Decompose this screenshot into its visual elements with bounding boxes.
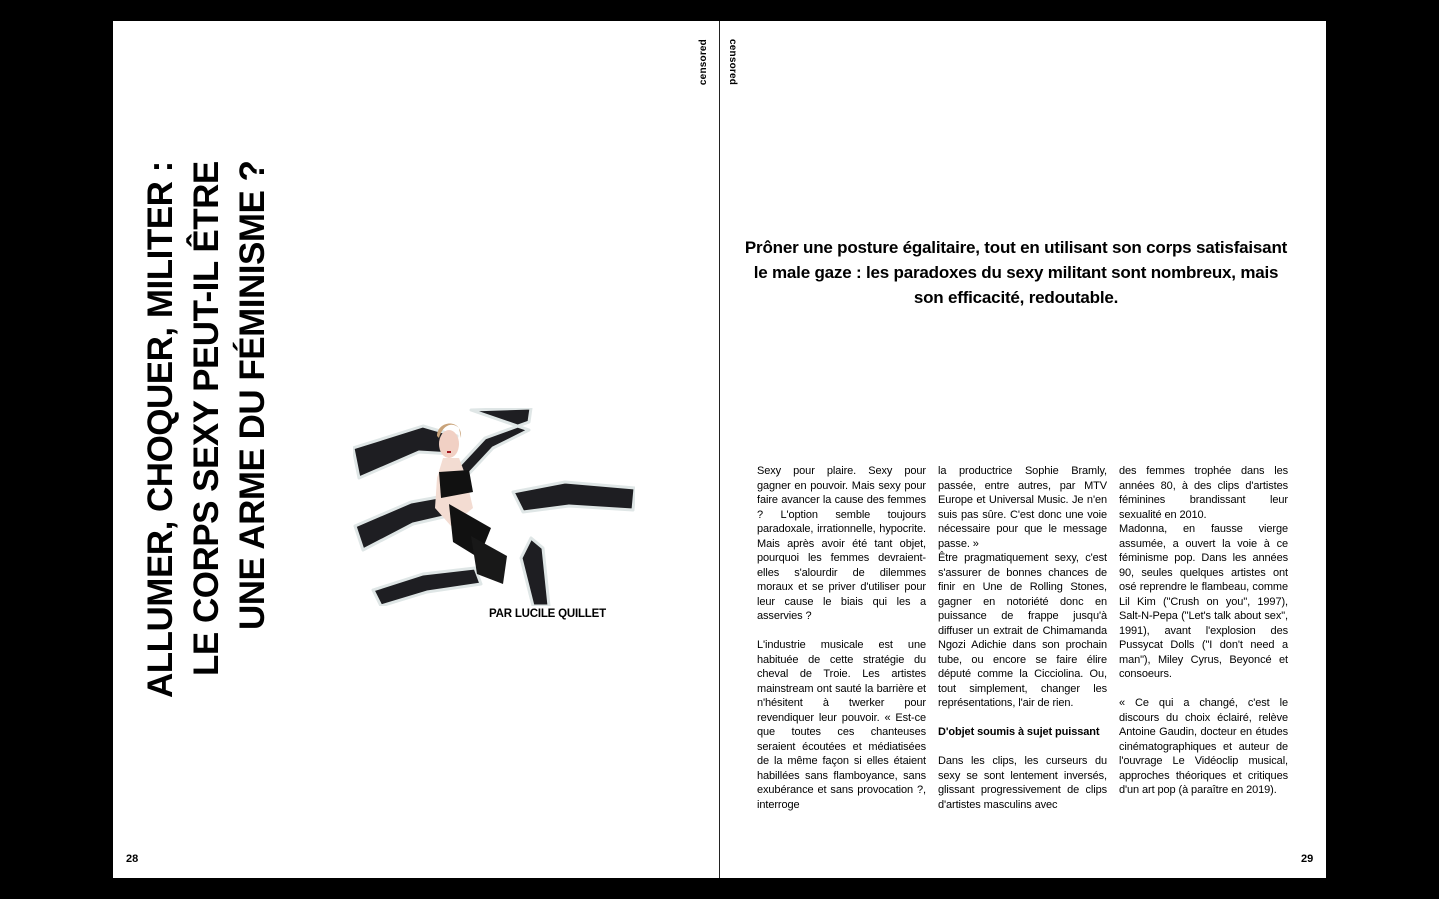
body-column-2 [938,464,1107,812]
paragraph: Dans les clips, les curseurs du sexy se sont lentement inversés, glissant progressivement de clips d'artistes masculins avec [938,755,1107,811]
paragraph: la productrice Sophie Bramly, passée, entre autres, par MTV Europe et Universal Music. Je n'en suis pas sûre. C'est donc une voie nécessaire pour que le message passe. » [938,465,1107,550]
article-lede: Prôner une posture égalitaire, tout en utilisant son corps satisfaisant le male gaze : les paradoxes du sexy militant sont nombreux, mais son efficacité, redoutable. [744,238,1288,307]
headline-line: LE CORPS SEXY PEUT-IL ÊTRE [187,161,226,676]
paragraph: « Ce qui a changé, c'est le discours du choix éclairé, relève Antoine Gaudin, docteur en études cinématographiques et auteur de l'ouvrage Le Vidéoclip musical, approches théoriques et critiques d'un art pop (à paraître en 2019). [1119,697,1288,796]
paragraph: Sexy pour plaire. Sexy pour gagner en pouvoir. Mais sexy pour faire avancer la cause des femmes ? L'option semble toujours paradoxale, irrationnelle, hypocrite. Mais après avoir été tant objet, pourquoi les femmes devraient-elles s'alourdir de dilemmes moraux et se priver d'utiliser pour leur cause le biais qui les a asservies ? [757,465,926,622]
magazine-spread [113,21,1326,878]
paragraph: Madonna, en fausse vierge assumée, a ouvert la voie à ce féminisme pop. Dans les années 90, seules quelques artistes ont osé reprendre le flambeau, comme Lil Kim ("Crush on you", 1997), Salt-N-Pepa ("Let's talk about sex", 1991), avant l'explosion des Pussycat Dolls ("I don't need a man"), Miley Cyrus, Beyoncé et consoeurs. [1119,523,1288,680]
article-photo [353,408,635,606]
article-headline [138,161,298,751]
subheading: D'objet soumis à sujet puissant [938,726,1100,738]
body-column-1 [757,464,926,812]
body-column-3 [1119,464,1288,798]
headline-line: ALLUMER, CHOQUER, MILITER : [141,161,180,698]
page-number-left: 28 [126,853,139,865]
headline-line: UNE ARME DU FÉMINISME ? [233,161,272,631]
paragraph: des femmes trophée dans les années 80, à des clips d'artistes féminines brandissant leur sexualité en 2010. [1119,465,1288,521]
section-label-left: censored [698,39,709,86]
spine-divider [719,21,720,878]
section-label-right: censored [727,39,738,86]
byline: PAR LUCILE QUILLET [489,608,606,620]
paragraph: L'industrie musicale est une habituée de cette stratégie du cheval de Troie. Les artistes mainstream ont sauté la barrière et n'hésitent à twerker pour revendiquer leur pouvoir. « Est-ce que toutes ces chanteuses seraient écoutées et médiatisées de la même façon si elles étaient habillées sans flamboyance, sans exubérance et sans provocation ?, interroge [757,639,926,811]
paragraph: Être pragmatiquement sexy, c'est s'assurer de bonnes chances de finir en Une de Rolling Stones, gagner en notoriété donc en puissance de frappe jusqu'à diffuser un extrait de Chimamanda Ngozi Adichie dans son prochain tube, ou encore se faire élire député comme la Cicciolina. Ou, tout simplement, changer les représentations, l'air de rien. [938,552,1107,709]
page-number-right: 29 [1301,853,1314,865]
